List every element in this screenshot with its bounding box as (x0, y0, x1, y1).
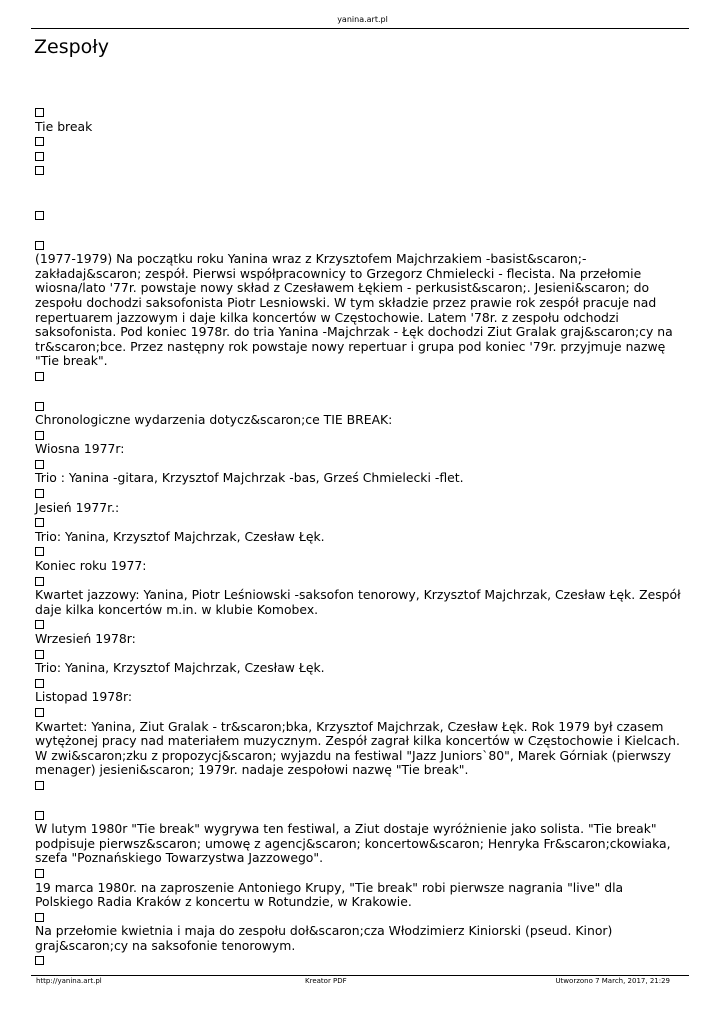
placeholder-glyph (35, 486, 685, 501)
placeholder-glyph (35, 574, 685, 589)
placeholder-glyph (35, 676, 685, 691)
timeline-date: Listopad 1978r: (35, 689, 133, 705)
placeholder-glyph (35, 778, 685, 793)
placeholder-glyph (35, 544, 685, 559)
timeline-entry: Kwartet jazzowy: Yanina, Piotr Leśniowski -saksofon tenorowy, Krzysztof Majchrzak, Czesław Łęk. Zespół daje kilka koncertów m.in. w klubie Komobex. (35, 587, 681, 617)
footer-generator: Kreator PDF (305, 977, 347, 985)
placeholder-glyph (35, 428, 685, 443)
timeline-date: Jesień 1977r.: (35, 499, 120, 515)
site-header: yanina.art.pl (337, 15, 388, 24)
placeholder-glyph (35, 134, 685, 149)
placeholder-glyph (35, 953, 685, 968)
placeholder-glyph (35, 399, 685, 414)
placeholder-glyph (35, 149, 685, 164)
timeline-date: Wrzesień 1978r: (35, 631, 136, 646)
paragraph-1980: W lutym 1980r "Tie break" wygrywa ten festiwal, a Ziut dostaje wyróżnienie jako solista. "Tie break" podpisuje pierwsz&scaron; umowę z agencj&scaron; koncertow&scaron; Henryka Fr&scaron;ckowiaka, szefa "Poznańskiego Towarzystwa Jazzowego". (35, 821, 671, 866)
placeholder-glyph (35, 457, 685, 472)
footer-divider (31, 975, 689, 976)
placeholder-glyph (35, 163, 685, 178)
header-divider (31, 28, 689, 29)
placeholder-glyph (35, 369, 685, 384)
placeholder-glyph (35, 617, 685, 632)
timeline-entry: Trio: Yanina, Krzysztof Majchrzak, Czesław Łęk. (35, 528, 325, 544)
placeholder-glyph (35, 705, 685, 720)
paragraph-1980: 19 marca 1980r. na zaproszenie Antoniego Krupy, "Tie break" robi pierwsze nagrania "live" dla Polskiego Radia Kraków z koncertu w Rotundzie, w Krakowie. (35, 879, 624, 910)
timeline-entry: Kwartet: Yanina, Ziut Gralak - tr&scaron;bka, Krzysztof Majchrzak, Czesław Łęk. Rok 1979 był czasem wytężonej pracy nad materiałem muzycznym. Zespół zagrał kilka koncertów w Częstochowie i Kielcach. W zwi&scaron;zku z propozycj&scaron; wyjazdu na festiwal "Jazz Juniors`80", Marek Górniak (pierwszy menager) jesieni&scaron; 1979r. nadaje zespołowi nazwę "Tie break". (35, 718, 680, 778)
timeline-entry: Trio : Yanina -gitara, Krzysztof Majchrzak -bas, Grześ Chmielecki -flet. (35, 470, 464, 486)
timeline-entry: Trio: Yanina, Krzysztof Majchrzak, Czesław Łęk. (35, 660, 325, 676)
placeholder-glyph (35, 647, 685, 662)
timeline-date: Wiosna 1977r: (35, 441, 125, 457)
placeholder-glyph (35, 208, 685, 223)
article-body (35, 105, 685, 968)
section-label-tie-break: Tie break (35, 118, 93, 134)
chronology-heading: Chronologiczne wydarzenia dotycz&scaron;ce TIE BREAK: (35, 412, 393, 428)
intro-paragraph: (1977-1979) Na początku roku Yanina wraz z Krzysztofem Majchrzakiem -basist&scaron;- zakładaj&scaron; zespół. Pierwsi współpracownicy to Grzegorz Chmielecki - flecista. Na przełomie wiosna/lato '77r. powstaje nowy skład z Czesławem Łękiem - perkusist&scaron;. Jesieni&scaron; do zespołu dochodzi saksofonista Piotr Lesniowski. W tym składzie przez prawie rok zespół pracuje nad repertuarem jazzowym i daje kilka koncertów w Częstochowie. Latem '78r. z zespołu odchodzi saksofonista. Pod koniec 1978r. do tria Yanina -Majchrzak - Łęk dochodzi Ziut Gralak graj&scaron;cy na tr&scaron;bce. Przez następny rok powstaje nowy repertuar i grupa pod koniec '79r. przyjmuje nazwę "Tie break". (35, 251, 673, 369)
placeholder-glyph (35, 866, 685, 881)
timeline-date: Koniec roku 1977: (35, 558, 147, 574)
placeholder-glyph (35, 910, 685, 925)
footer-site-url: http://yanina.art.pl (36, 977, 102, 985)
page-footer (36, 977, 670, 989)
footer-created-date: Utworzono 7 March, 2017, 21:29 (555, 977, 670, 985)
placeholder-glyph (35, 515, 685, 530)
placeholder-glyph (35, 105, 685, 120)
placeholder-glyph (35, 238, 685, 253)
placeholder-glyph (35, 808, 685, 823)
paragraph-1980: Na przełomie kwietnia i maja do zespołu doł&scaron;cza Włodzimierz Kiniorski (pseud. Kinor) graj&scaron;cy na saksofonie tenorowym. (35, 923, 613, 953)
page-title: Zespoły (34, 36, 109, 58)
